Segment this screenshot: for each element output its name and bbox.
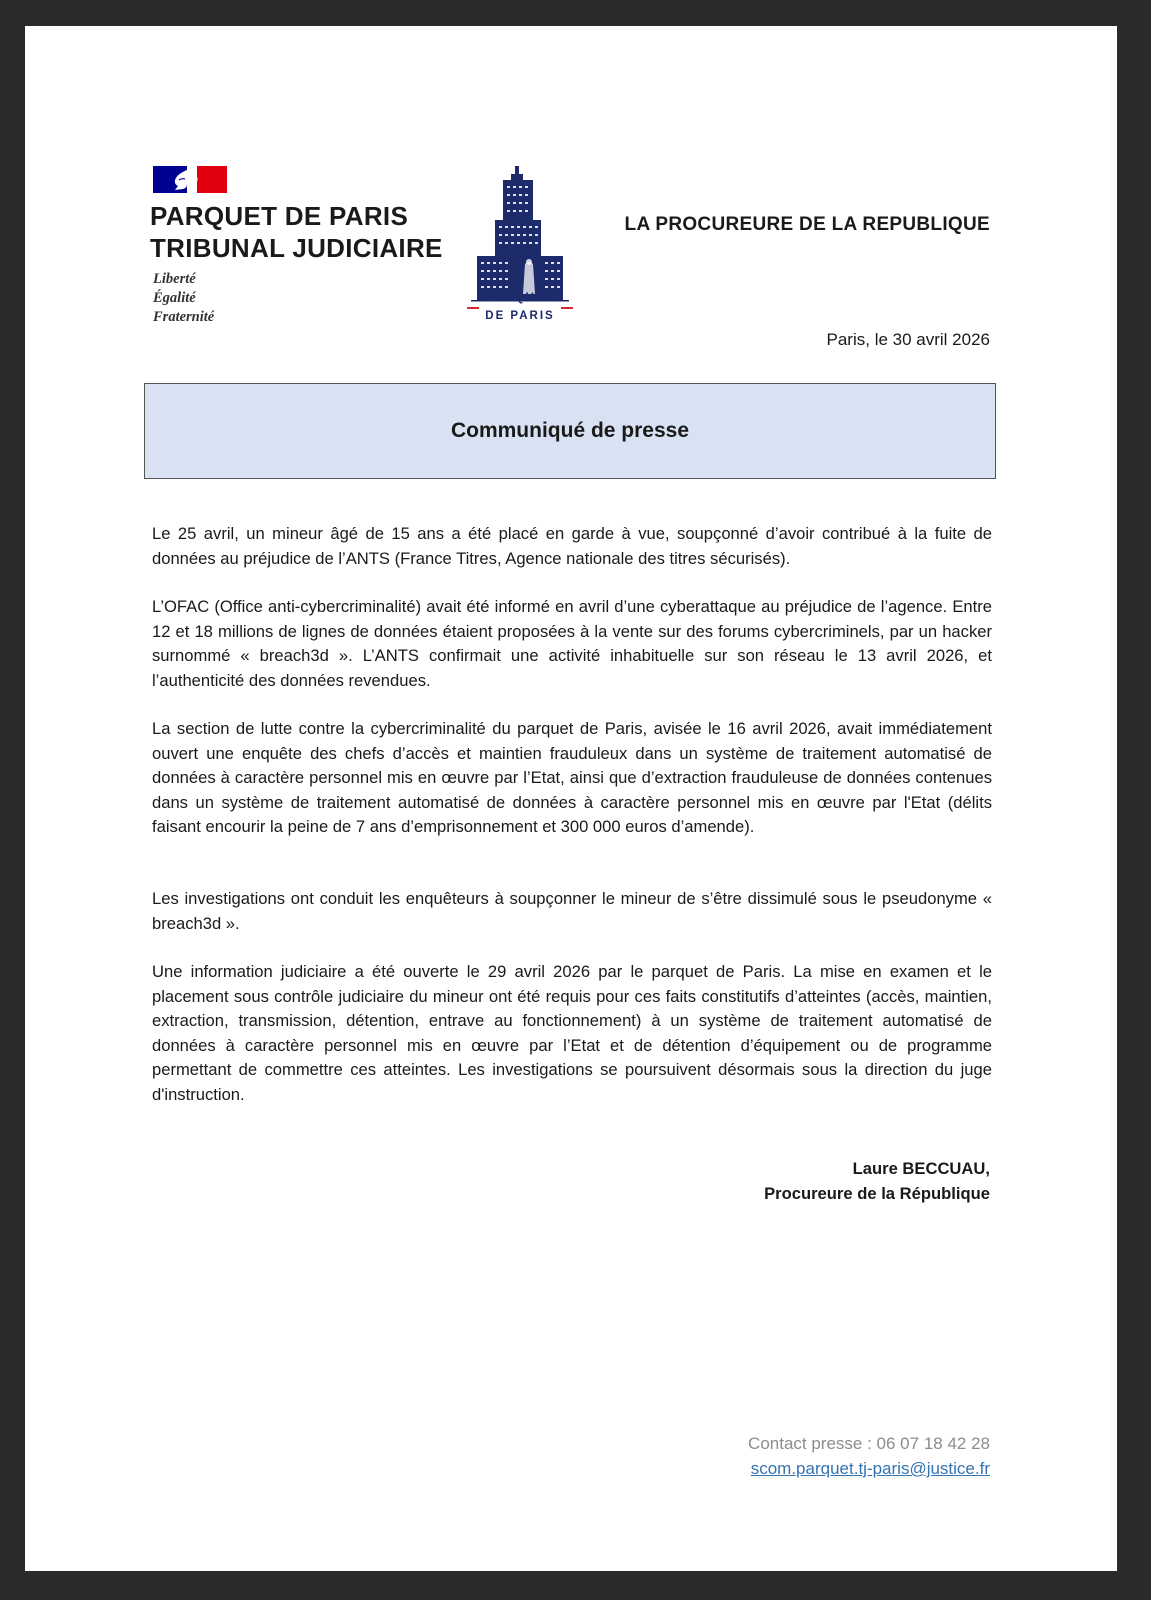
logo-text-parquet: PARQUET [485, 292, 555, 304]
signature-block [764, 1156, 990, 1206]
logo-red-rule-right [561, 307, 573, 309]
org-name-line-1: PARQUET DE PARIS [150, 201, 409, 231]
motto-fraternite: Fraternité [153, 309, 215, 325]
contact-phone: Contact presse : 06 07 18 42 28 [748, 1434, 990, 1453]
org-name-line-2: TRIBUNAL JUDICIAIRE [150, 233, 443, 263]
press-release-banner [144, 383, 996, 479]
body-paragraph-5: Une information judiciaire a été ouverte le 29 avril 2026 par le parquet de Paris. La mise en examen et le placement sous contrôle judiciaire du mineur ont été requis pour ces faits constitutifs d’atteintes (accès, maintien, extraction, transmission, détention, entrave au fonctionnement) à un système de traitement automatisé de données à caractère personnel mis en œuvre par l’Etat et de détention d’équipement ou de programme permettant de commettre ces atteintes. Les investigations se poursuivent désormais sous la direction du juge d'instruction. [152, 962, 992, 1104]
marianne-flag-icon [153, 166, 227, 193]
signature-name: Laure BECCUAU, [852, 1159, 990, 1178]
signature-title: Procureure de la République [764, 1184, 990, 1203]
motto-liberte: Liberté [153, 271, 196, 287]
body-paragraph-1: Le 25 avril, un mineur âgé de 15 ans a été placé en garde à vue, soupçonné d’avoir contribué à la fuite de données au préjudice de l’ANTS (France Titres, Agence nationale des titres sécurisés). [152, 524, 992, 568]
banner-title: Communiqué de presse [450, 419, 690, 442]
contact-block [748, 1431, 990, 1481]
logo-text-de-paris: DE PARIS [485, 310, 555, 322]
body-paragraph-2: L’OFAC (Office anti-cybercriminalité) avait été informé en avril d’une cyberattaque au préjudice de l’agence. Entre 12 et 18 millions de lignes de données étaient proposées à la vente sur des forums cybercriminels, par un hacker surnommé « breach3d ». L’ANTS confirmait une activité inhabituelle sur son réseau le 13 avril 2026, et l’authenticité des données revendues. [152, 597, 992, 690]
body-paragraph-3: La section de lutte contre la cybercriminalité du parquet de Paris, avisée le 16 avril 2026, avait immédiatement ouvert une enquête des chefs d’accès et maintien frauduleux dans un système de traitement automatisé de données à caractère personnel mis en œuvre par l’Etat, ainsi que d’extraction frauduleuse de données contenues dans un système de traitement automatisé de données à caractère personnel mis en œuvre par l'Etat (délits faisant encourir la peine de 7 ans d’emprisonnement et 300 000 euros d’amende). [152, 719, 992, 836]
document-page [25, 26, 1117, 1571]
date-line: Paris, le 30 avril 2026 [826, 330, 990, 349]
logo-red-rule-left [467, 307, 479, 309]
body-paragraph-4: Les investigations ont conduit les enquêteurs à soupçonner le mineur de s’être dissimulé sous le pseudonyme « breach3d ». [152, 889, 992, 933]
contact-email-link[interactable]: scom.parquet.tj-paris@justice.fr [750, 1459, 990, 1478]
office-title: LA PROCUREURE DE LA REPUBLIQUE [624, 214, 990, 235]
motto-egalite: Égalité [153, 290, 196, 306]
